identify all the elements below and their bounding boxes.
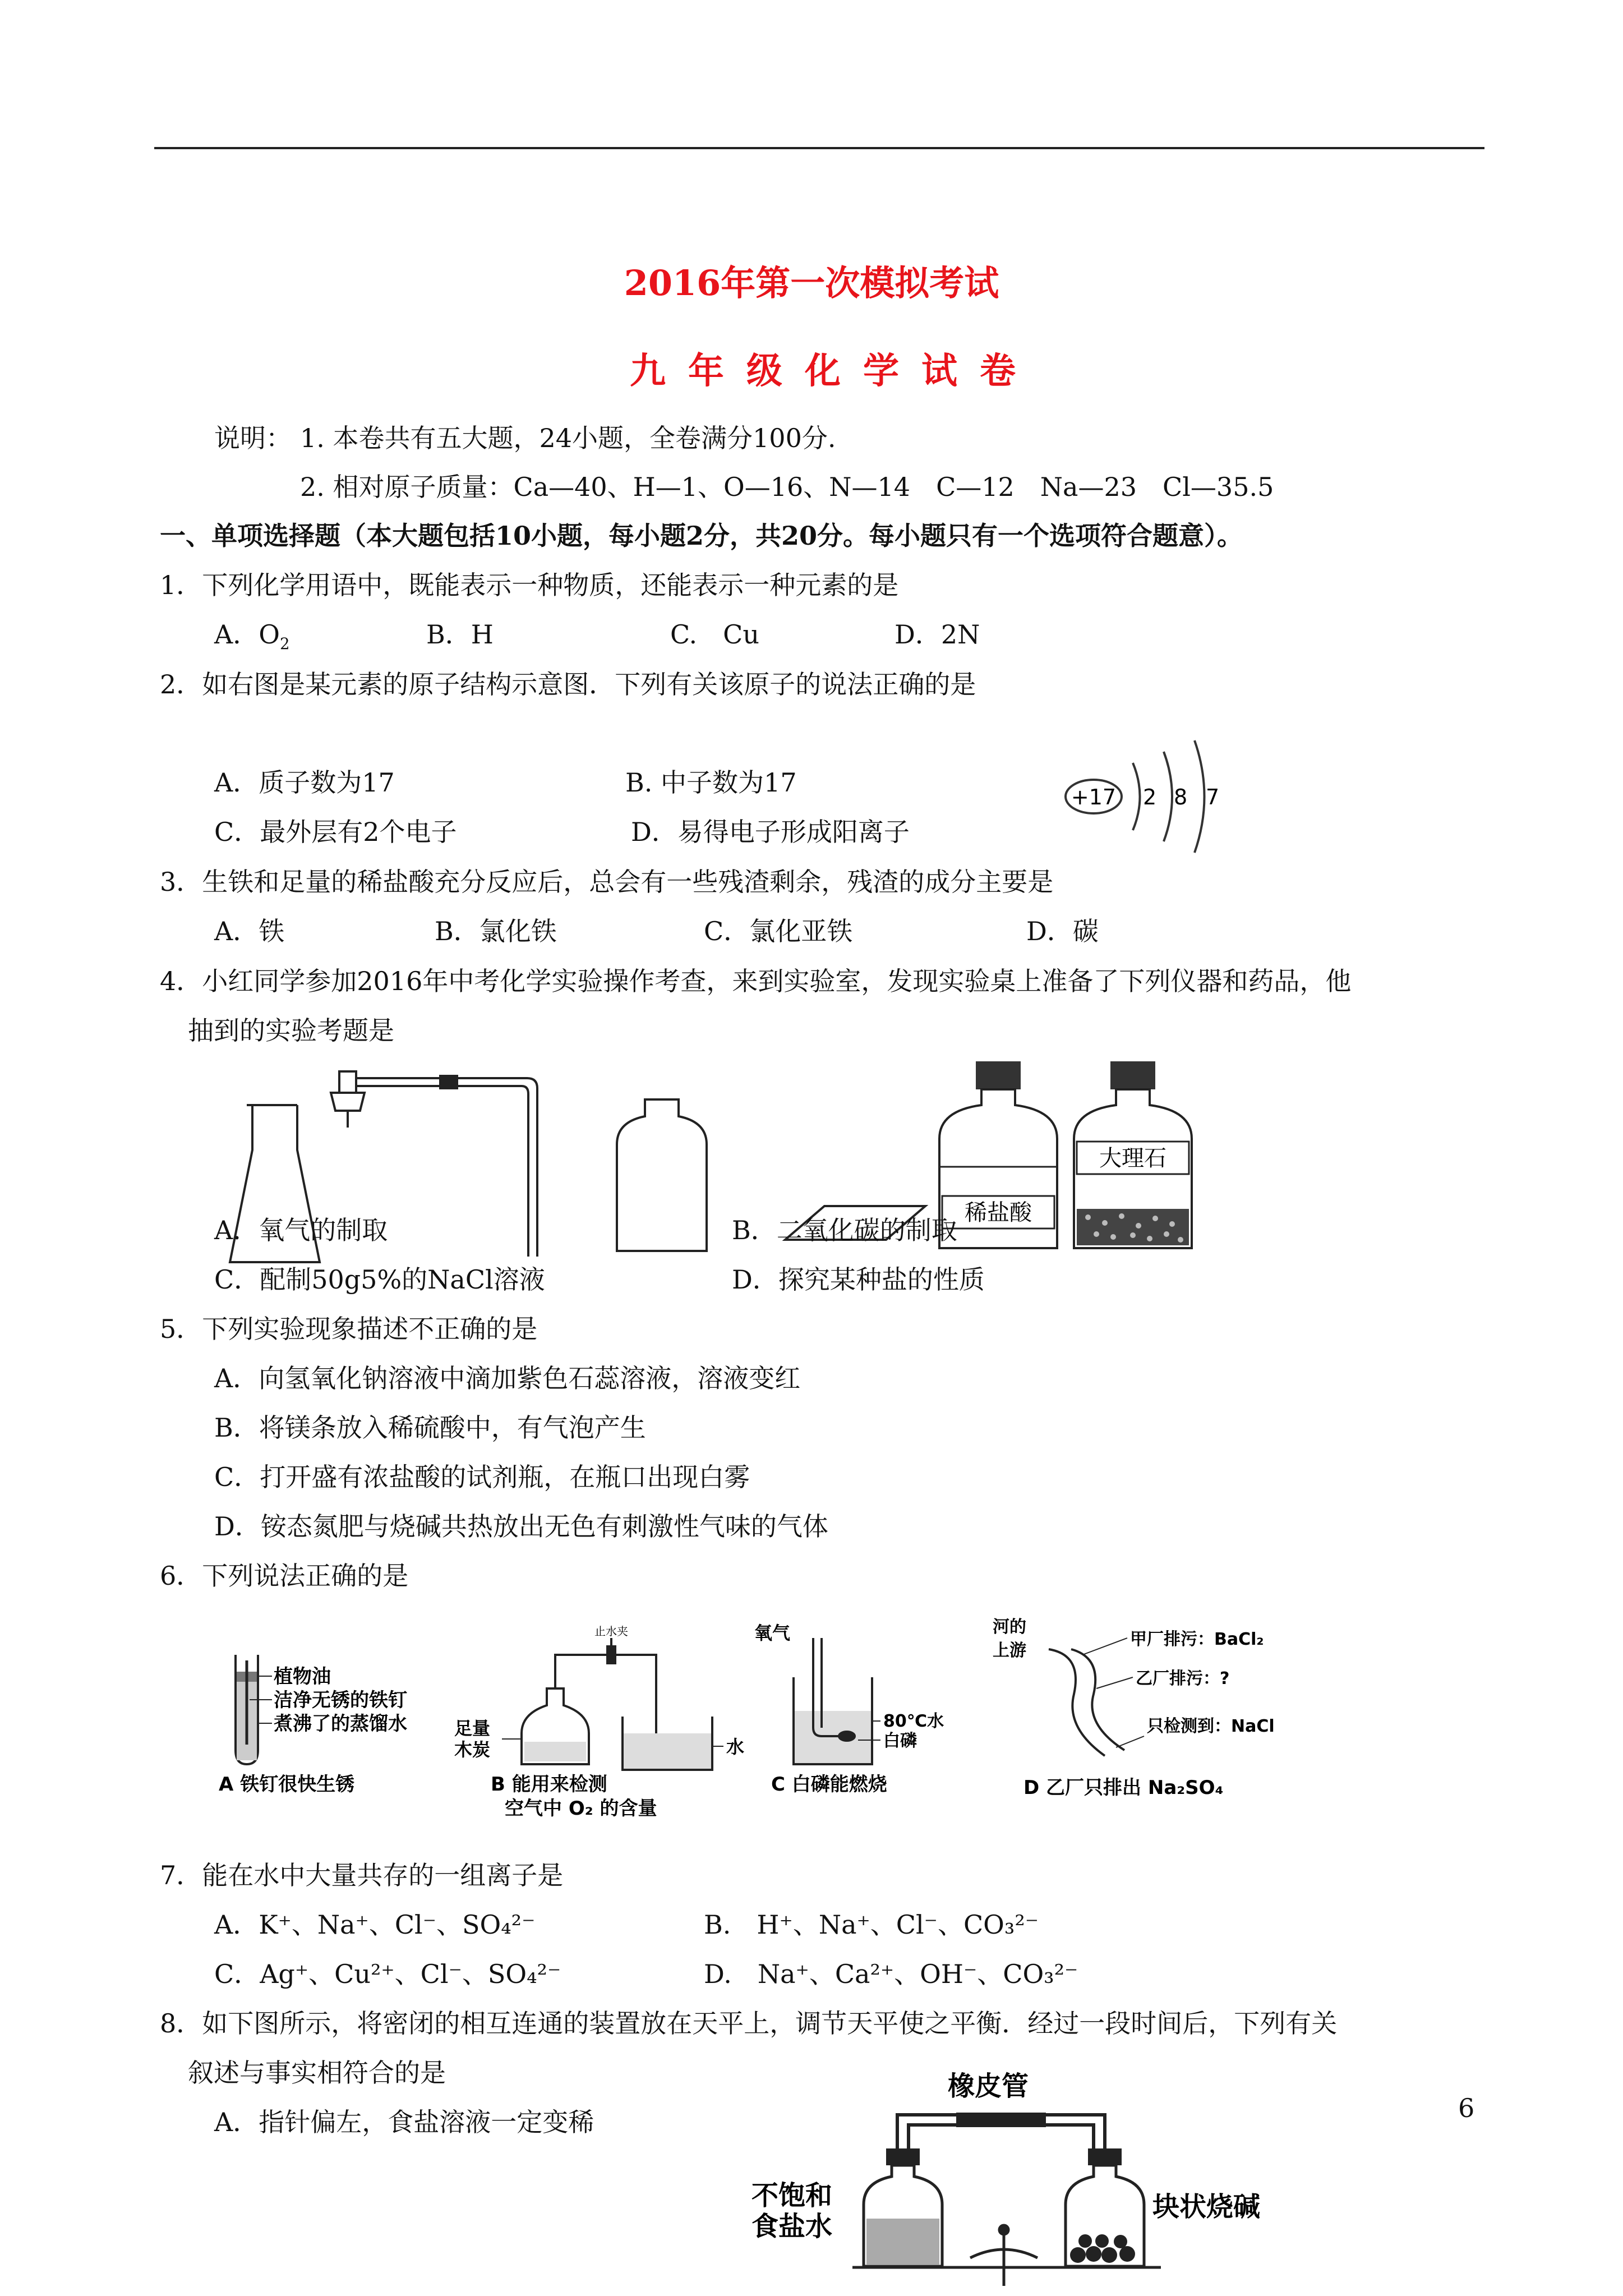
q2-option-b: B. 中子数为17 [625, 767, 797, 798]
q7-option-b: B. H⁺、Na⁺、Cl⁻、CO₃²⁻ [704, 1910, 1039, 1940]
q4-option-d: D．探究某种盐的性质 [732, 1264, 985, 1295]
bottle-label-marble: 大理石 [1099, 1145, 1166, 1171]
q2-stem: 2．如右图是某元素的原子结构示意图．下列有关该原子的说法正确的是 [160, 669, 976, 700]
q8-option-a: A．指针偏左，食盐溶液一定变稀 [214, 2107, 594, 2137]
exam-title: 2016年第一次模拟考试 [624, 263, 999, 303]
q5-option-b: B．将镁条放入稀硫酸中，有气泡产生 [214, 1412, 646, 1443]
q6-figures [208, 1616, 1329, 1840]
fig-a-water-label: 煮沸了的蒸馏水 [274, 1713, 407, 1735]
bottle-label-hcl: 稀盐酸 [965, 1200, 1032, 1226]
q2-option-d: D．易得电子形成阳离子 [631, 817, 910, 847]
q3-option-d: D．碳 [1026, 916, 1099, 946]
shell-2-label: 8 [1174, 785, 1188, 809]
fig-c-caption: C 白磷能燃烧 [771, 1773, 887, 1796]
q1-option-a: A．$O_2$ [214, 619, 290, 654]
q3-option-b: B．氯化铁 [435, 916, 557, 946]
fig-d-detect: 只检测到：NaCl [1147, 1717, 1275, 1736]
fig-b-coal-label-1: 足量 [454, 1718, 491, 1739]
q4-option-a: A．氧气的制取 [214, 1215, 388, 1245]
right-bottle-icon [1066, 2148, 1144, 2266]
q4-option-b: B．二氧化碳的制取 [732, 1215, 957, 1245]
fig-b-coal-label-2: 木炭 [454, 1739, 491, 1760]
figure-d-river [1049, 1638, 1144, 1756]
fig-a-caption: A 铁钉很快生锈 [219, 1773, 355, 1796]
nucleus-label: +17 [1071, 785, 1117, 809]
q1-option-c: C. Cu [670, 619, 760, 650]
figure-b-apparatus [502, 1638, 723, 1770]
fig-b-water-label: 水 [726, 1736, 745, 1757]
fig-b-caption-1: B 能用来检测 [491, 1773, 607, 1796]
q7-option-a: A．K⁺、Na⁺、Cl⁻、SO₄²⁻ [214, 1910, 536, 1940]
fig-a-oil-label: 植物油 [274, 1665, 331, 1688]
shell-3-label: 7 [1206, 785, 1220, 809]
q3-stem: 3．生铁和足量的稀盐酸充分反应后，总会有一些残渣剩余，残渣的成分主要是 [160, 867, 1054, 897]
note-2: 2. 相对原子质量：Ca—40、H—1、O—16、N—14 C—12 Na—23 Cl—35.5 [300, 472, 1274, 502]
shell-1-label: 2 [1143, 785, 1157, 809]
exam-subtitle: 九年级化学试卷 [630, 350, 1038, 392]
rubber-tube-label: 橡皮管 [948, 2070, 1029, 2102]
section-heading: 一、单项选择题（本大题包括10小题，每小题2分，共20分。每小题只有一个选项符合题意）。 [160, 521, 1243, 551]
q5-option-d: D．铵态氮肥与烧碱共热放出无色有刺激性气味的气体 [214, 1511, 828, 1542]
fig-c-water-label: 80℃水 [883, 1711, 944, 1731]
fig-d-river-label-2: 上游 [993, 1641, 1026, 1660]
atom-structure-diagram [1054, 729, 1239, 858]
right-bottle-label: 块状烧碱 [1152, 2191, 1261, 2223]
q1-stem: 1．下列化学用语中，既能表示一种物质，还能表示一种元素的是 [160, 570, 899, 600]
q2-option-c: C．最外层有2个电子 [214, 817, 457, 847]
fig-c-oxygen-label: 氧气 [754, 1622, 791, 1644]
note-1: 1. 本卷共有五大题，24小题，全卷满分100分. [300, 423, 836, 453]
figure-a-test-tube [219, 1655, 407, 1796]
q4-stem-line2: 抽到的实验考题是 [188, 1015, 394, 1046]
left-bottle-icon [864, 2148, 942, 2266]
fig-d-factory-2: 乙厂排污：? [1136, 1669, 1230, 1688]
q8-balance-figure [735, 2064, 1295, 2289]
fig-b-caption-2: 空气中 O₂ 的含量 [505, 1797, 657, 1820]
q5-option-c: C．打开盛有浓盐酸的试剂瓶，在瓶口出现白雾 [214, 1462, 750, 1492]
notes-label: 说明： [214, 423, 292, 453]
q4-stem-line1: 4．小红同学参加2016年中考化学实验操作考查，来到实验室，发现实验桌上准备了下列仪器和药品，他 [160, 966, 1352, 996]
q7-option-d: D. Na⁺、Ca²⁺、OH⁻、CO₃²⁻ [704, 1959, 1078, 1989]
q4-option-c: C．配制50g5%的NaCl溶液 [214, 1264, 545, 1295]
left-bottle-label-2: 食盐水 [751, 2211, 833, 2242]
page-number: 6 [1458, 2093, 1475, 2123]
fig-d-factory-1: 甲厂排污：BaCl₂ [1130, 1630, 1264, 1649]
fig-d-caption: D 乙厂只排出 Na₂SO₄ [1023, 1777, 1224, 1799]
q7-option-c: C．Ag⁺、Cu²⁺、Cl⁻、SO₄²⁻ [214, 1959, 561, 1989]
q8-stem-line1: 8．如下图所示，将密闭的相互连通的装置放在天平上，调节天平使之平衡．经过一段时间后，下列有关 [160, 2008, 1338, 2039]
q1-option-d: D．2N [895, 619, 980, 650]
q6-stem: 6．下列说法正确的是 [160, 1561, 409, 1591]
q8-stem-line2: 叙述与事实相符合的是 [188, 2058, 446, 2088]
q5-stem: 5．下列实验现象描述不正确的是 [160, 1314, 538, 1344]
q5-option-a: A．向氢氧化钠溶液中滴加紫色石蕊溶液，溶液变红 [214, 1363, 801, 1393]
left-bottle-label-1: 不饱和 [751, 2180, 833, 2211]
marble-bottle-icon [1074, 1061, 1192, 1248]
fig-c-phosphorus-label: 白磷 [883, 1731, 917, 1751]
fig-b-clip-label: 止水夹 [594, 1625, 628, 1638]
q3-option-a: A．铁 [214, 916, 285, 946]
figure-c-beaker [794, 1638, 880, 1764]
q3-option-c: C．氯化亚铁 [704, 916, 853, 946]
header-rule [154, 147, 1484, 149]
fig-a-nail-label: 洁净无锈的铁钉 [274, 1689, 407, 1711]
q7-stem: 7．能在水中大量共存的一组离子是 [160, 1860, 564, 1890]
q4-apparatus-figure [213, 1055, 1335, 1295]
q2-option-a: A．质子数为17 [214, 767, 395, 798]
q1-option-b: B．H [426, 619, 494, 650]
fig-d-river-label-1: 河的 [993, 1617, 1026, 1637]
wide-mouth-bottle-icon [617, 1099, 707, 1251]
